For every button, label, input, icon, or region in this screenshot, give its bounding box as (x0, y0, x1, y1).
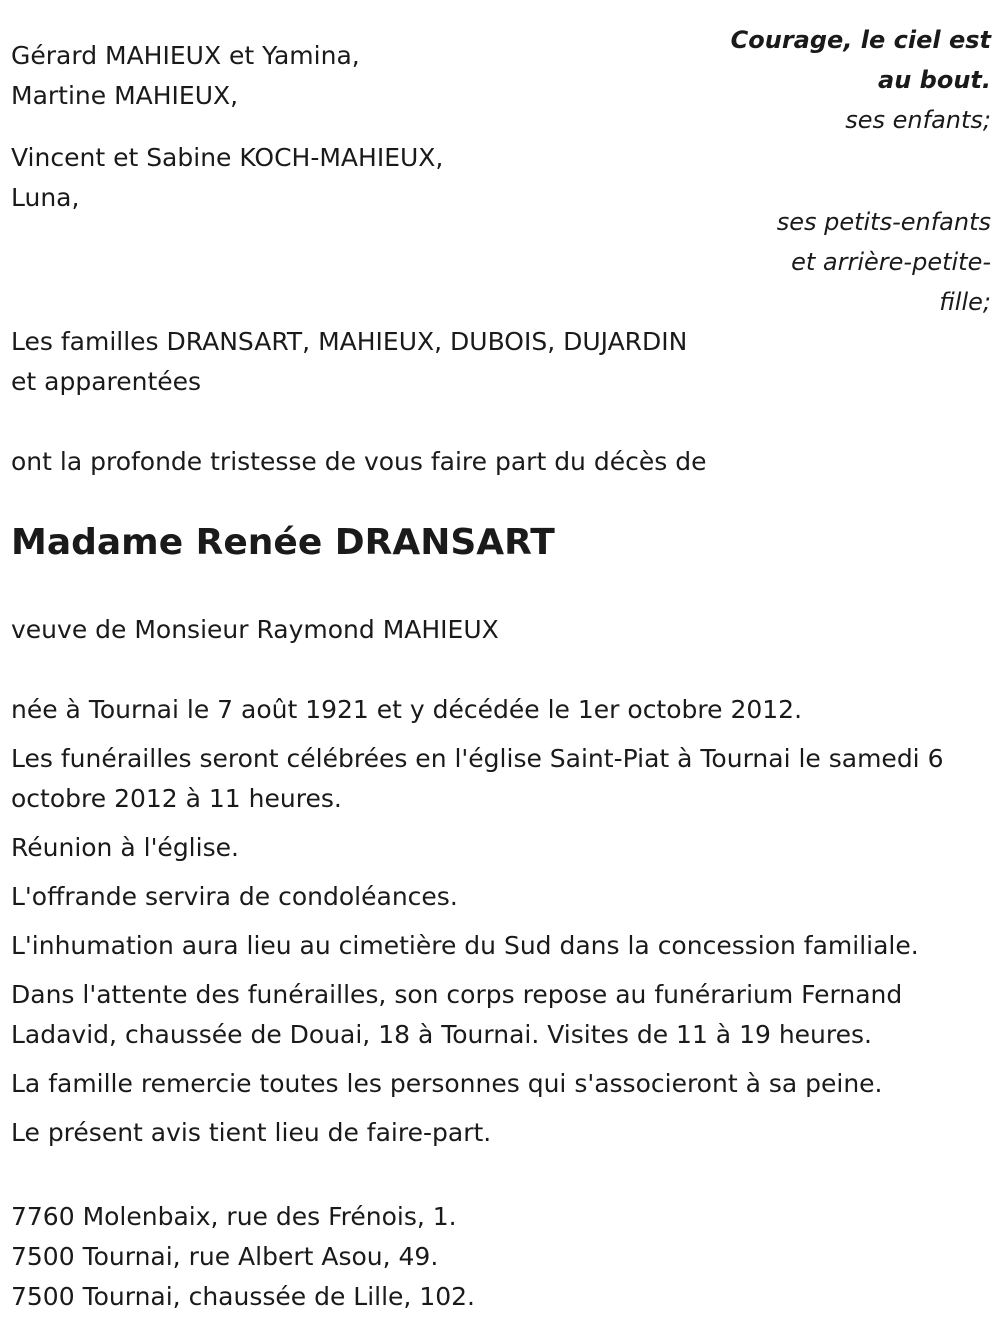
announcement (11, 442, 991, 482)
family-line: et apparentées (11, 367, 202, 396)
detail-paragraph: Le présent avis tient lieu de faire-part. (11, 1118, 492, 1147)
family-line: Luna, (11, 183, 80, 212)
obituary-notice (11, 0, 991, 1330)
grandchildren-label-line: fille; (939, 288, 991, 316)
family-line: Martine MAHIEUX, (11, 81, 239, 110)
motto (711, 20, 991, 100)
detail-paragraph: Réunion à l'église. (11, 833, 239, 862)
detail-paragraph: La famille remercie toutes les personnes qui s'associeront à sa peine. (11, 1069, 883, 1098)
grandchildren-label-line: ses petits-enfants (776, 208, 991, 236)
detail-paragraph: L'inhumation aura lieu au cimetière du Sud dans la concession familiale. (11, 931, 919, 960)
motto-line: Courage, le ciel est (730, 26, 991, 54)
detail-paragraph: Dans l'attente des funérailles, son corps repose au funérarium Fernand Ladavid, chaussée de Douai, 18 à Tournai. Visites de 11 à 19 heures. (11, 980, 903, 1049)
grandchildren-label (711, 202, 991, 322)
grandchildren-names (11, 138, 711, 218)
detail-paragraph: L'offrande servira de condoléances. (11, 882, 458, 911)
announcement-text: ont la profonde tristesse de vous faire part du décès de (11, 447, 707, 476)
children-label-text: ses enfants; (845, 106, 991, 134)
family-line: Vincent et Sabine KOCH-MAHIEUX, (11, 143, 444, 172)
family-line: Gérard MAHIEUX et Yamina, (11, 41, 360, 70)
family-line: Les familles DRANSART, MAHIEUX, DUBOIS, DUJARDIN (11, 327, 688, 356)
widow-of-text: veuve de Monsieur Raymond MAHIEUX (11, 615, 499, 644)
children-label (711, 100, 991, 140)
extended-families (11, 322, 771, 402)
address-line: 7500 Tournai, rue Albert Asou, 49. (11, 1242, 439, 1271)
children-names (11, 36, 711, 116)
addresses (11, 1197, 991, 1317)
motto-line: au bout. (878, 66, 991, 94)
widow-of (11, 610, 991, 650)
deceased-name: Madame Renée DRANSART (11, 522, 555, 563)
grandchildren-label-line: et arrière-petite- (791, 248, 991, 276)
address-line: 7500 Tournai, chaussée de Lille, 102. (11, 1282, 475, 1311)
detail-paragraph: née à Tournai le 7 août 1921 et y décédée le 1er octobre 2012. (11, 695, 803, 724)
detail-paragraph: Les funérailles seront célébrées en l'église Saint-Piat à Tournai le samedi 6 octobre 2012 à 11 heures. (11, 744, 944, 813)
funeral-details (11, 690, 991, 1153)
address-line: 7760 Molenbaix, rue des Frénois, 1. (11, 1202, 457, 1231)
